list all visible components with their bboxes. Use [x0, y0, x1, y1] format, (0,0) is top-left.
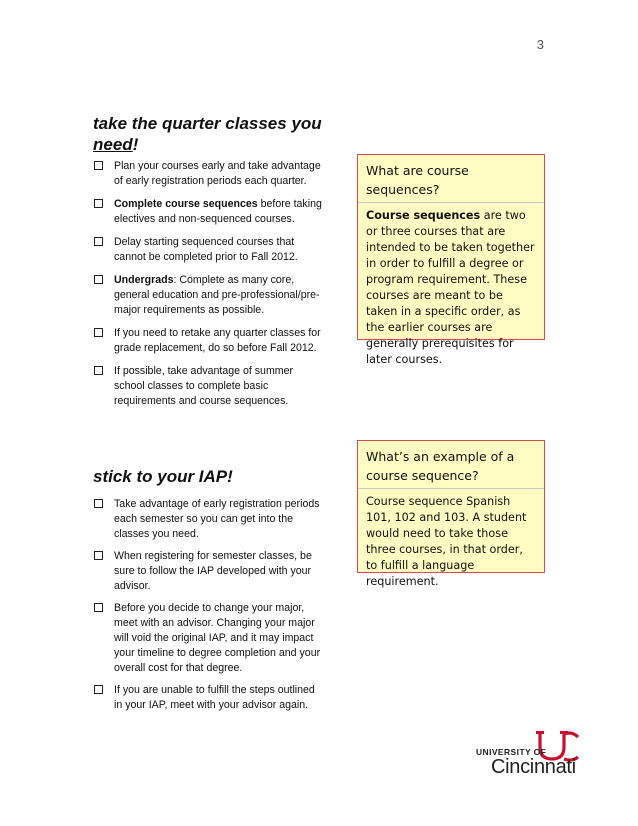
title-part-exclaim: ! — [132, 135, 139, 154]
checkbox-icon — [94, 275, 103, 284]
checkbox-icon — [94, 237, 103, 246]
callout-divider — [358, 488, 544, 489]
callout-title: What are course sequences? — [366, 163, 469, 197]
checkbox-icon — [94, 603, 103, 612]
callout-course-sequences — [357, 154, 545, 366]
checkbox-icon — [94, 685, 103, 694]
checkbox-icon — [94, 199, 103, 208]
callout-body: Course sequences are two or three courses that are intended to be taken together in order to fulfill a degree or program requirement. These courses are meant to be taken in a specific order, as the earlier courses are generally prerequisites for later courses. — [366, 209, 535, 366]
checklist-item: Complete course sequences before taking electives and non-sequenced courses. — [93, 197, 325, 227]
title-part-need: need — [93, 135, 133, 154]
checklist-item: If you need to retake any quarter classes for grade replacement, do so before Fall 2012. — [93, 326, 325, 356]
section-title-stick-to-iap: stick to your IAP! — [93, 467, 233, 486]
logo-cincinnati: Cincinnati — [491, 756, 576, 778]
checkbox-icon — [94, 366, 103, 375]
checklist-item: When registering for semester classes, be sure to follow the IAP developed with your advisor. — [93, 549, 325, 594]
checkbox-icon — [94, 161, 103, 170]
section-title-quarter-classes — [93, 113, 323, 155]
checklist-item: Undergrads: Complete as many core, general education and pre-professional/pre-major requirements as possible. — [93, 273, 325, 318]
checklist-item: Delay starting sequenced courses that cannot be completed prior to Fall 2012. — [93, 235, 325, 265]
checklist-item: Plan your courses early and take advantage of early registration periods each quarter. — [93, 159, 325, 189]
checkbox-icon — [94, 551, 103, 560]
callout-title: What’s an example of a course sequence? — [366, 449, 515, 483]
checklist-item: Before you decide to change your major, meet with an advisor. Changing your major will void the original IAP, and it may impact your timeline to degree completion and your overall cost for that degree. — [93, 601, 325, 676]
checklist-item: If you are unable to fulfill the steps outlined in your IAP, meet with your advisor again. — [93, 683, 325, 713]
callout-sequence-example — [357, 440, 545, 588]
title-part-a: take the quarter classes you — [93, 114, 322, 133]
checkbox-icon — [94, 328, 103, 337]
callout-divider — [358, 202, 544, 203]
callout-body: Course sequence Spanish 101, 102 and 103. A student would need to take those three courses, in that order, to fulfill a language requirement. — [366, 495, 527, 588]
logo-university-of: UNIVERSITY OF — [476, 747, 547, 757]
page-number: 3 — [536, 37, 544, 52]
university-logo — [476, 729, 588, 781]
iap-checklist — [93, 497, 325, 713]
checkbox-icon — [94, 499, 103, 508]
quarter-checklist — [93, 159, 325, 409]
checklist-item: If possible, take advantage of summer school classes to complete basic requirements and course sequences. — [93, 364, 325, 409]
checklist-item: Take advantage of early registration periods each semester so you can get into the classes you need. — [93, 497, 325, 542]
